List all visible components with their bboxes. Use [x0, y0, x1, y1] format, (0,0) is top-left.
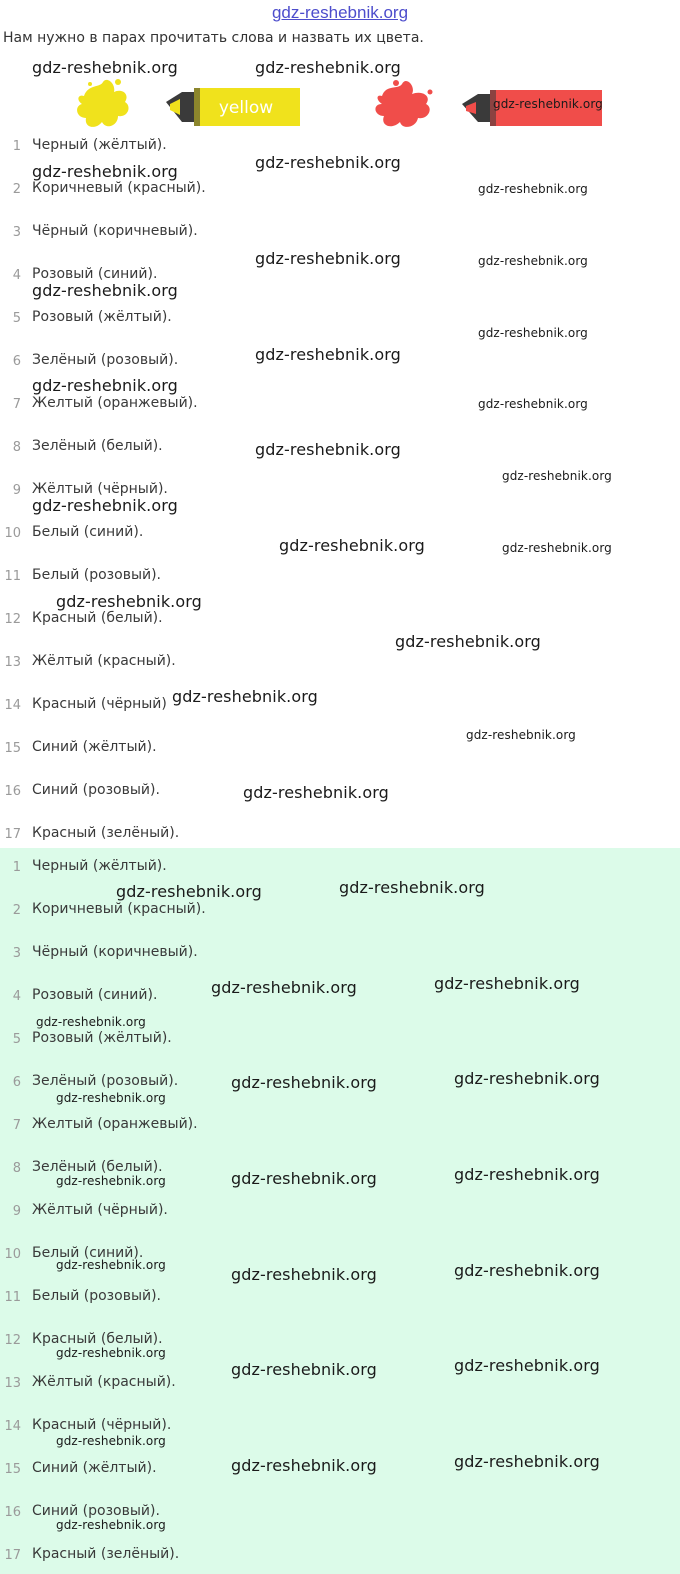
watermark: gdz-reshebnik.org — [255, 58, 401, 77]
item-number: 12 — [4, 612, 21, 627]
watermark: gdz-reshebnik.org — [211, 978, 357, 997]
item-text: Синий (розовый). — [32, 782, 160, 798]
item-text: Красный (чёрный) — [32, 696, 167, 712]
item-text: Чёрный (коричневый). — [32, 223, 198, 239]
item-text: Белый (синий). — [32, 524, 144, 540]
item-text: Черный (жёлтый). — [32, 137, 167, 153]
item-text: Красный (белый). — [32, 610, 163, 626]
watermark: gdz-reshebnik.org — [56, 1258, 166, 1272]
item-text: Жёлтый (красный). — [32, 1374, 176, 1390]
item-number: 4 — [12, 268, 21, 283]
list-item — [0, 901, 680, 921]
yellow-splash-icon — [77, 80, 128, 127]
watermark: gdz-reshebnik.org — [434, 974, 580, 993]
item-text: Красный (белый). — [32, 1331, 163, 1347]
item-number: 14 — [4, 698, 21, 713]
watermark: gdz-reshebnik.org — [502, 469, 612, 483]
list-item — [0, 825, 680, 845]
item-text: Красный (зелёный). — [32, 825, 180, 841]
watermark: gdz-reshebnik.org — [231, 1073, 377, 1092]
item-number: 3 — [12, 946, 21, 961]
watermark: gdz-reshebnik.org — [56, 1174, 166, 1188]
item-number: 1 — [12, 139, 21, 154]
item-text: Зелёный (белый). — [32, 438, 163, 454]
watermark: gdz-reshebnik.org — [32, 281, 178, 300]
marker-label: yellow — [218, 98, 274, 118]
watermark: gdz-reshebnik.org — [255, 249, 401, 268]
item-text: Розовый (синий). — [32, 266, 158, 282]
watermark: gdz-reshebnik.org — [454, 1356, 600, 1375]
item-text: Синий (розовый). — [32, 1503, 160, 1519]
watermark: gdz-reshebnik.org — [395, 632, 541, 651]
item-number: 2 — [12, 903, 21, 918]
item-number: 5 — [12, 311, 21, 326]
item-text: Зелёный (розовый). — [32, 1073, 179, 1089]
watermark: gdz-reshebnik.org — [231, 1169, 377, 1188]
watermark: gdz-reshebnik.org — [478, 182, 588, 196]
item-number: 4 — [12, 989, 21, 1004]
watermark: gdz-reshebnik.org — [56, 592, 202, 611]
list-item — [0, 1546, 680, 1566]
watermark: gdz-reshebnik.org — [255, 345, 401, 364]
watermark: gdz-reshebnik.org — [255, 440, 401, 459]
list-item — [0, 610, 680, 630]
item-text: Коричневый (красный). — [32, 180, 206, 196]
watermark: gdz-reshebnik.org — [454, 1452, 600, 1471]
item-text: Красный (чёрный). — [32, 1417, 172, 1433]
watermark: gdz-reshebnik.org — [231, 1456, 377, 1475]
item-number: 6 — [12, 1075, 21, 1090]
watermark: gdz-reshebnik.org — [32, 162, 178, 181]
item-text: Жёлтый (чёрный). — [32, 1202, 168, 1218]
site-header-link[interactable]: gdz-reshebnik.org — [271, 3, 409, 22]
watermark: gdz-reshebnik.org — [56, 1091, 166, 1105]
red-splash-icon — [375, 81, 429, 127]
list-item — [0, 1116, 680, 1136]
item-number: 10 — [4, 526, 21, 541]
item-text: Розовый (жёлтый). — [32, 309, 172, 325]
item-text: Чёрный (коричневый). — [32, 944, 198, 960]
item-text: Желтый (оранжевый). — [32, 1116, 198, 1132]
item-number: 17 — [4, 1548, 21, 1563]
list-item — [0, 1288, 680, 1308]
list-item — [0, 696, 680, 716]
item-text: Белый (синий). — [32, 1245, 144, 1261]
item-number: 7 — [12, 397, 21, 412]
item-text: Розовый (жёлтый). — [32, 1030, 172, 1046]
item-number: 3 — [12, 225, 21, 240]
watermark: gdz-reshebnik.org — [466, 728, 576, 742]
item-text: Синий (жёлтый). — [32, 1460, 157, 1476]
watermark: gdz-reshebnik.org — [243, 783, 389, 802]
list-item — [0, 1030, 680, 1050]
item-number: 1 — [12, 860, 21, 875]
item-number: 8 — [12, 1161, 21, 1176]
list-item — [0, 944, 680, 964]
watermark: gdz-reshebnik.org — [32, 496, 178, 515]
watermark: gdz-reshebnik.org — [454, 1261, 600, 1280]
item-text: Жёлтый (чёрный). — [32, 481, 168, 497]
watermark: gdz-reshebnik.org — [231, 1265, 377, 1284]
watermark: gdz-reshebnik.org — [454, 1069, 600, 1088]
item-text: Коричневый (красный). — [32, 901, 206, 917]
instruction-text: Нам нужно в парах прочитать слова и назвать их цвета. — [3, 30, 424, 46]
list-item — [0, 739, 680, 759]
watermark: gdz-reshebnik.org — [231, 1360, 377, 1379]
item-number: 13 — [4, 655, 21, 670]
item-number: 15 — [4, 741, 21, 756]
item-text: Зелёный (белый). — [32, 1159, 163, 1175]
item-number: 12 — [4, 1333, 21, 1348]
item-number: 6 — [12, 354, 21, 369]
item-number: 5 — [12, 1032, 21, 1047]
list-item — [0, 567, 680, 587]
watermark: gdz-reshebnik.org — [32, 58, 178, 77]
item-number: 16 — [4, 1505, 21, 1520]
watermark: gdz-reshebnik.org — [454, 1165, 600, 1184]
item-number: 9 — [12, 483, 21, 498]
watermark: gdz-reshebnik.org — [32, 376, 178, 395]
list-item — [0, 653, 680, 673]
item-text: Красный (зелёный). — [32, 1546, 180, 1562]
item-number: 7 — [12, 1118, 21, 1133]
watermark: gdz-reshebnik.org — [279, 536, 425, 555]
watermark: gdz-reshebnik.org — [255, 153, 401, 172]
item-number: 11 — [4, 569, 21, 584]
watermark: gdz-reshebnik.org — [478, 397, 588, 411]
item-text: Розовый (синий). — [32, 987, 158, 1003]
item-number: 16 — [4, 784, 21, 799]
item-number: 8 — [12, 440, 21, 455]
item-number: 17 — [4, 827, 21, 842]
watermark: gdz-reshebnik.org — [502, 541, 612, 555]
item-number: 14 — [4, 1419, 21, 1434]
watermark: gdz-reshebnik.org — [56, 1434, 166, 1448]
item-text: Жёлтый (красный). — [32, 653, 176, 669]
watermark: gdz-reshebnik.org — [493, 97, 603, 111]
item-number: 13 — [4, 1376, 21, 1391]
watermark: gdz-reshebnik.org — [339, 878, 485, 897]
watermark: gdz-reshebnik.org — [172, 687, 318, 706]
watermark: gdz-reshebnik.org — [478, 326, 588, 340]
item-number: 2 — [12, 182, 21, 197]
item-text: Синий (жёлтый). — [32, 739, 157, 755]
watermark: gdz-reshebnik.org — [56, 1346, 166, 1360]
list-item — [0, 858, 680, 878]
item-text: Зелёный (розовый). — [32, 352, 179, 368]
item-number: 9 — [12, 1204, 21, 1219]
watermark: gdz-reshebnik.org — [478, 254, 588, 268]
item-text: Желтый (оранжевый). — [32, 395, 198, 411]
item-number: 10 — [4, 1247, 21, 1262]
watermark: gdz-reshebnik.org — [56, 1518, 166, 1532]
item-number: 15 — [4, 1462, 21, 1477]
watermark: gdz-reshebnik.org — [116, 882, 262, 901]
item-number: 11 — [4, 1290, 21, 1305]
list-item — [0, 223, 680, 243]
list-item — [0, 1202, 680, 1222]
item-text: Белый (розовый). — [32, 567, 162, 583]
item-text: Черный (жёлтый). — [32, 858, 167, 874]
watermark: gdz-reshebnik.org — [36, 1015, 146, 1029]
item-text: Белый (розовый). — [32, 1288, 162, 1304]
